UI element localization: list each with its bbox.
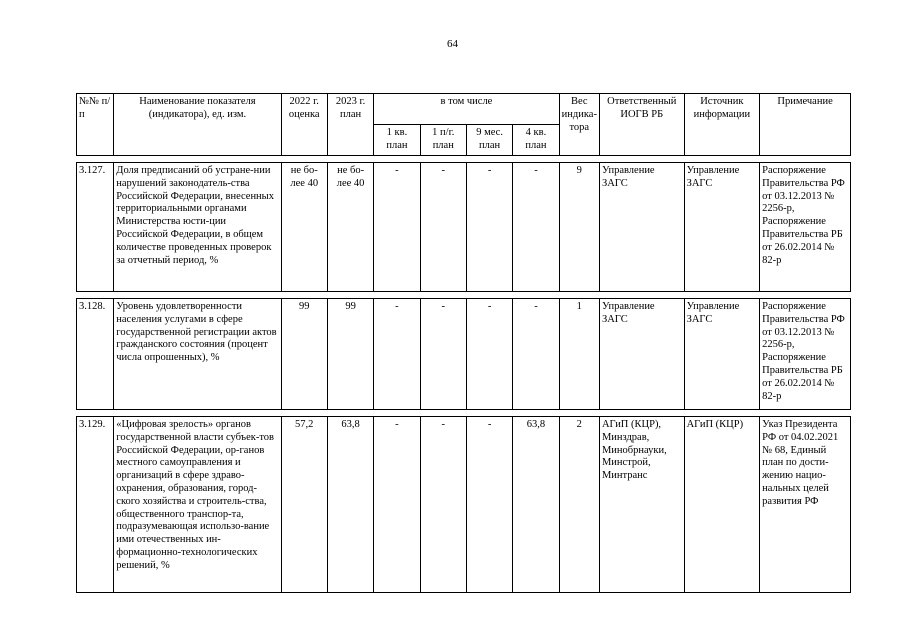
row-num: 3.128. — [77, 299, 114, 410]
row-source: Управление ЗАГС — [684, 299, 760, 410]
row-name: Уровень удовлетворенности населения услугами в сфере государственной регистрации актов гражданского состояния (процент числа опрошенных), % — [114, 299, 281, 410]
row-q1: - — [374, 299, 420, 410]
row-name: Доля предписаний об устране-нии нарушений законодатель-ства Российской Федерации, внесенных территориальными органами Министерства юсти-ции Российской Федерации, в общем количестве проведенных проверок за отчетный период, % — [114, 163, 281, 292]
row-responsible: Управление ЗАГС — [599, 163, 684, 292]
row-2023: 99 — [327, 299, 373, 410]
table-row — [77, 417, 851, 593]
header-row — [77, 94, 851, 125]
header-q4: 4 кв. план — [513, 125, 559, 156]
page-number: 64 — [447, 38, 458, 50]
row-responsible: АГиП (КЦР), Минздрав, Минобрнауки, Минстрой, Минтранс — [599, 417, 684, 593]
row-9m: - — [466, 299, 512, 410]
row-2022: не бо-лее 40 — [281, 163, 327, 292]
header-2022: 2022 г. оценка — [281, 94, 327, 156]
row-2022: 57,2 — [281, 417, 327, 593]
row-h1: - — [420, 163, 466, 292]
row-q1: - — [374, 417, 420, 593]
row-weight: 9 — [559, 163, 599, 292]
header-num: №№ п/п — [77, 94, 114, 156]
row-2023: 63,8 — [327, 417, 373, 593]
row-num: 3.127. — [77, 163, 114, 292]
row-9m: - — [466, 417, 512, 593]
row-note: Распоряжение Правительства РФ от 03.12.2013 № 2256-р, Распоряжение Правительства РБ от 26.02.2014 № 82-р — [760, 299, 851, 410]
header-including: в том числе — [374, 94, 559, 125]
header-weight: Вес индика-тора — [559, 94, 599, 156]
row-q4: - — [513, 163, 559, 292]
header-responsible: Ответственный ИОГВ РБ — [599, 94, 684, 156]
row-source: Управление ЗАГС — [684, 163, 760, 292]
indicators-table — [76, 93, 851, 593]
row-q1: - — [374, 163, 420, 292]
row-q4: - — [513, 299, 559, 410]
header-note: Примечание — [760, 94, 851, 156]
row-2023: не бо-лее 40 — [327, 163, 373, 292]
row-h1: - — [420, 299, 466, 410]
header-h1: 1 п/г. план — [420, 125, 466, 156]
row-q4: 63,8 — [513, 417, 559, 593]
row-weight: 1 — [559, 299, 599, 410]
row-weight: 2 — [559, 417, 599, 593]
table-row — [77, 163, 851, 292]
header-source: Источник информации — [684, 94, 760, 156]
header-9m: 9 мес. план — [466, 125, 512, 156]
row-note: Распоряжение Правительства РФ от 03.12.2013 № 2256-р, Распоряжение Правительства РБ от 26.02.2014 № 82-р — [760, 163, 851, 292]
row-2022: 99 — [281, 299, 327, 410]
row-note: Указ Президента РФ от 04.02.2021 № 68, Единый план по дости-жению нацио-нальных целей развития РФ — [760, 417, 851, 593]
row-num: 3.129. — [77, 417, 114, 593]
row-name: «Цифровая зрелость» органов государственной власти субъек-тов Российской Федерации, ор-ганов местного самоуправления и организаций в сфере здраво-охранения, образования, город-ского хозяйства и строитель-ства, общественного транспор-та, подразумевающая использо-вание ими отечественных ин-формационно-технологических решений, % — [114, 417, 281, 593]
row-responsible: Управление ЗАГС — [599, 299, 684, 410]
row-9m: - — [466, 163, 512, 292]
table-row — [77, 299, 851, 410]
row-source: АГиП (КЦР) — [684, 417, 760, 593]
header-2023: 2023 г. план — [327, 94, 373, 156]
header-name: Наименование показателя (индикатора), ед. изм. — [114, 94, 281, 156]
header-q1: 1 кв. план — [374, 125, 420, 156]
row-h1: - — [420, 417, 466, 593]
